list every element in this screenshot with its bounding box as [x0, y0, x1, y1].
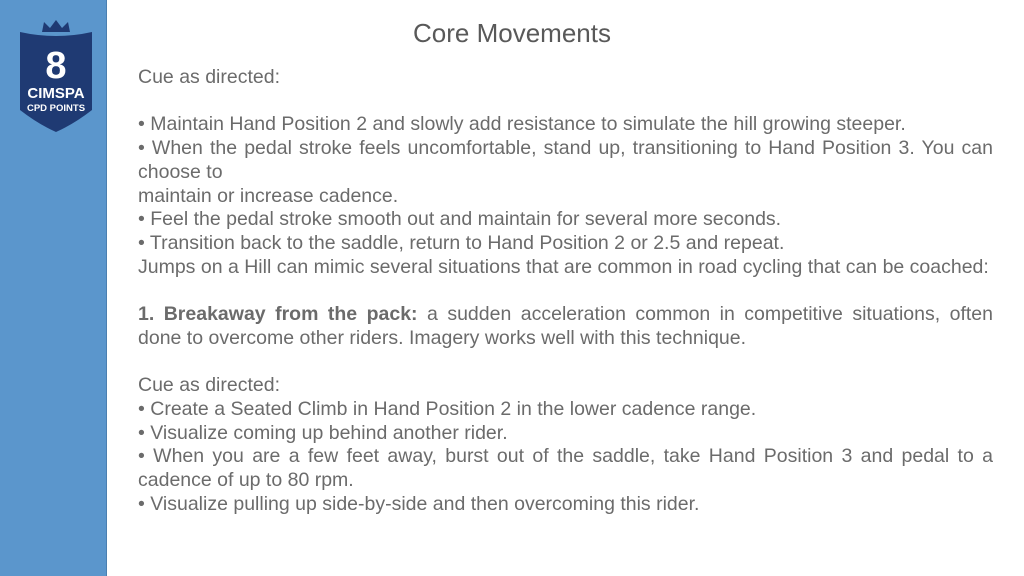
- bullet: • Feel the pedal stroke smooth out and maintain for several more seconds.: [138, 208, 782, 231]
- bullet: • Visualize pulling up side-by-side and then overcoming this rider.: [138, 492, 700, 515]
- badge-sub: CPD POINTS: [26, 103, 86, 114]
- cimspa-cpd-badge: [18, 18, 94, 134]
- slide-title: Core Movements: [413, 18, 611, 48]
- breakaway-paragraph: [138, 303, 993, 350]
- badge-number: 8: [45, 45, 67, 87]
- slide-body: [138, 66, 993, 516]
- sidebar: [0, 0, 107, 576]
- bullet: • Create a Seated Climb in Hand Position 2 in the lower cadence range.: [138, 397, 757, 420]
- bullet: • Visualize coming up behind another rider.: [138, 421, 508, 444]
- badge-org: CIMSPA: [27, 85, 85, 102]
- bullet: • When you are a few feet away, burst out of the saddle, take Hand Position 3 and pedal to a cadence of up to 80 rpm.: [138, 445, 993, 491]
- breakaway-text: a sudden acceleration common in competitive situations, often done to overcome other riders. Imagery works well with this technique.: [138, 303, 993, 349]
- cue-heading: Cue as directed:: [138, 66, 280, 88]
- bullet: • Transition back to the saddle, return to Hand Position 2 or 2.5 and repeat.: [138, 231, 785, 254]
- jumps-intro: Jumps on a Hill can mimic several situations that are common in road cycling that can be coached:: [138, 255, 989, 278]
- crown-icon: [42, 20, 70, 32]
- bullet: • Maintain Hand Position 2 and slowly add resistance to simulate the hill growing steeper.: [138, 113, 906, 136]
- breakaway-label: 1. Breakaway from the pack:: [138, 303, 418, 325]
- cue-heading: Cue as directed:: [138, 374, 280, 397]
- bullet: • When the pedal stroke feels uncomfortable, stand up, transitioning to Hand Position 3. You can choose to: [138, 137, 993, 183]
- bullet-continuation: maintain or increase cadence.: [138, 184, 399, 207]
